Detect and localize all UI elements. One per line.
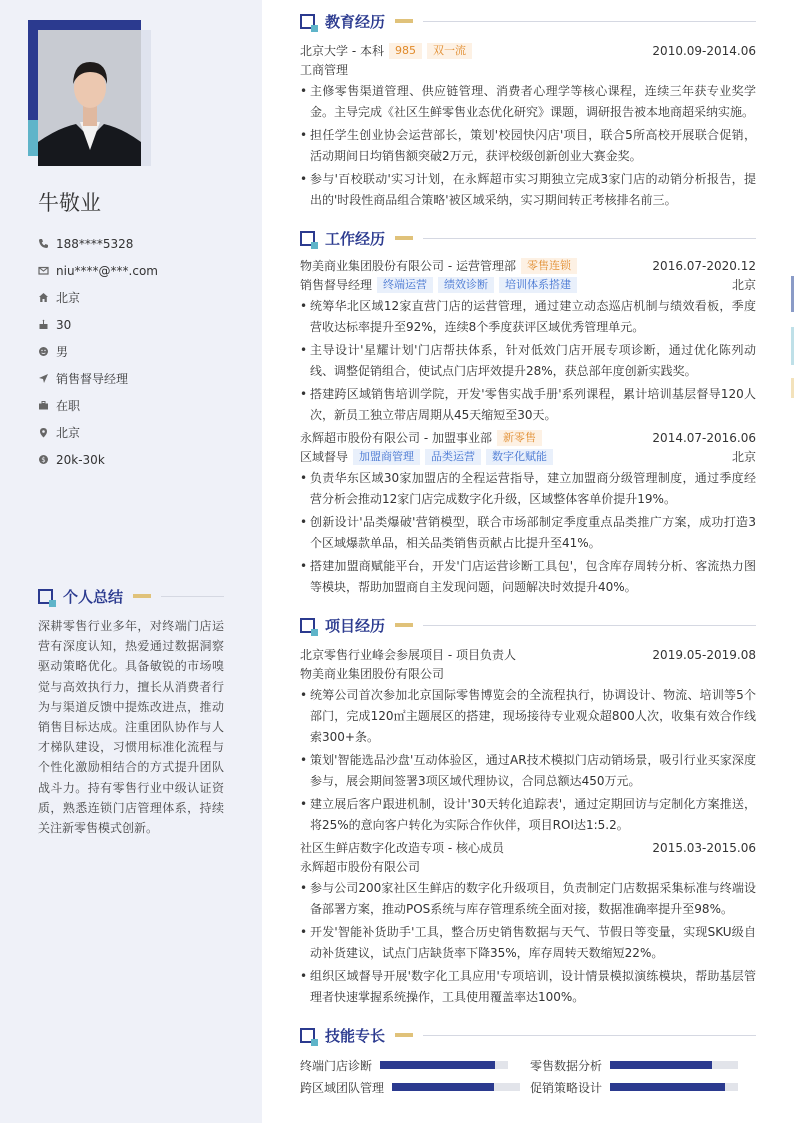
list-item: • 参与'百校联动'实习计划，在永辉超市实习期独立完成3家门店的动销分析报告，提出的'时段性商品组合策略'被区域采纳，实习期间转正考核排名前三。 [300, 169, 756, 211]
school-tag: 985 [389, 43, 422, 59]
section-title: 技能专长 [325, 1026, 386, 1045]
job-header [300, 428, 756, 447]
info-home [38, 284, 158, 311]
list-item: • 策划'智能选品沙盘'互动体验区，通过AR技术模拟门店动销场景，吸引行业买家深度参与，展会期间签署3项区域代理协议，合同总额达450万元。 [300, 750, 756, 792]
info-text: niu****@***.com [56, 263, 158, 278]
section-title: 教育经历 [325, 12, 386, 31]
list-item: • 组织区域督导开展'数字化工具应用'专项培训，设计情景模拟演练模块，帮助基层管理者快速掌握系统操作，工具使用覆盖率达100%。 [300, 966, 756, 1008]
avatar [38, 30, 141, 166]
work-section [300, 227, 756, 598]
section-accent-bar [395, 236, 413, 240]
info-salary [38, 446, 158, 473]
salary-icon [38, 454, 49, 465]
education-date: 2010.09-2014.06 [652, 43, 756, 58]
list-item: • 搭建加盟商赋能平台，开发'门店运营诊断工具包'，包含库存周转分析、客流热力图等模块，帮助加盟商自主发现问题，问题解决时效提升40%。 [300, 556, 756, 598]
summary-section [38, 585, 224, 838]
list-item: • 开发'智能补货助手'工具，整合历史销售数据与天气、节假日等变量，实现SKU级自动补货建议，试点门店缺货率下降35%，库存周转天数缩短22%。 [300, 922, 756, 964]
section-title: 工作经历 [325, 229, 386, 248]
job-position: 销售督导经理 [300, 278, 373, 292]
list-item: • 统筹公司首次参加北京国际零售博览会的全流程执行，协调设计、物流、培训等5个部门，完成120㎡主题展区的搭建，现场接待专业观众超800人次，收集有效合作线索300+条。 [300, 685, 756, 748]
job-city: 北京 [731, 278, 756, 292]
major: 工商管理 [300, 63, 349, 77]
major-row [300, 60, 756, 79]
project-org: 永辉超市股份有限公司 [300, 860, 421, 874]
sidebar [0, 0, 262, 1123]
section-title: 项目经历 [325, 616, 386, 635]
project-name: 北京零售行业峰会参展项目 - 项目负责人 [300, 648, 516, 662]
company-name: 永辉超市股份有限公司 - 加盟事业部 [300, 431, 492, 445]
send-icon [38, 373, 49, 384]
location-icon [38, 427, 49, 438]
job-city: 北京 [731, 450, 756, 464]
info-email [38, 257, 158, 284]
section-square-icon [300, 1028, 315, 1043]
info-phone [38, 230, 158, 257]
list-item: • 主修零售渠道管理、供应链管理、消费者心理学等核心课程，连续三年获专业奖学金。主导完成《社区生鲜零售业态优化研究》课题，调研报告被本地商超采纳实施。 [300, 81, 756, 123]
section-accent-bar [133, 594, 151, 598]
skills-section [300, 1024, 756, 1096]
info-age [38, 311, 158, 338]
skill-item [530, 1056, 756, 1074]
education-section [300, 10, 756, 211]
project-header [300, 838, 756, 857]
list-item: • 担任学生创业协会运营部长，策划'校园快闪店'项目，联合5所高校开展联合促销，活动期间日均销售额突破2万元，获评校级创新创业大赛金奖。 [300, 125, 756, 167]
project-bullets [300, 685, 756, 836]
project-bullets [300, 878, 756, 1008]
main-content [300, 10, 756, 1096]
project-header [300, 645, 756, 664]
skill-tag: 绩效诊断 [438, 277, 494, 293]
section-divider [423, 21, 756, 22]
skills-grid [300, 1056, 756, 1096]
skill-label: 促销策略设计 [530, 1080, 603, 1095]
skill-tag: 品类运营 [425, 449, 481, 465]
project-name: 社区生鲜店数字化改造专项 - 核心成员 [300, 841, 504, 855]
info-status [38, 392, 158, 419]
project-entry [300, 645, 756, 836]
job-position: 区域督导 [300, 450, 349, 464]
section-header [300, 614, 756, 636]
mail-icon [38, 265, 49, 276]
skill-tag: 数字化赋能 [486, 449, 553, 465]
school-tag: 双一流 [427, 43, 472, 59]
section-square-icon [300, 618, 315, 633]
info-text: 男 [56, 345, 69, 359]
skill-level-fill [610, 1083, 725, 1091]
section-accent-bar [395, 623, 413, 627]
section-divider [423, 238, 756, 239]
skill-level-track [380, 1061, 508, 1069]
info-location [38, 419, 158, 446]
skill-level-track [610, 1061, 738, 1069]
info-text: 销售督导经理 [56, 372, 129, 386]
skill-item [300, 1056, 530, 1074]
section-square-icon [300, 231, 315, 246]
cake-icon [38, 319, 49, 330]
briefcase-icon [38, 400, 49, 411]
industry-tag: 零售连锁 [521, 258, 577, 274]
info-position [38, 365, 158, 392]
phone-icon [38, 238, 49, 249]
section-square-icon [38, 589, 53, 604]
education-row [300, 41, 756, 60]
company-name: 物美商业集团股份有限公司 - 运营管理部 [300, 259, 516, 273]
skill-level-fill [380, 1061, 495, 1069]
job-position-row [300, 447, 756, 466]
job-bullets [300, 468, 756, 598]
home-icon [38, 292, 49, 303]
info-gender [38, 338, 158, 365]
skill-label: 终端门店诊断 [300, 1058, 373, 1073]
skill-tag: 培训体系搭建 [499, 277, 577, 293]
job-position-row [300, 275, 756, 294]
section-divider [161, 596, 224, 597]
info-text: 在职 [56, 399, 81, 413]
photo-shadow [141, 30, 151, 166]
skill-label: 跨区域团队管理 [300, 1080, 385, 1095]
section-square-icon [300, 14, 315, 29]
svg-text:$: $ [41, 456, 46, 464]
job-header [300, 256, 756, 275]
project-date: 2015.03-2015.06 [652, 840, 756, 855]
section-accent-bar [395, 1033, 413, 1037]
section-title: 个人总结 [63, 587, 124, 606]
candidate-name: 牛敬业 [38, 191, 101, 215]
skill-item [300, 1078, 530, 1096]
list-item: • 参与公司200家社区生鲜店的数字化升级项目，负责制定门店数据采集标准与终端设备部署方案，推动POS系统与库存管理系统全面对接，数据准确率提升至98%。 [300, 878, 756, 920]
list-item: • 搭建跨区域销售培训学院，开发'零售实战手册'系列课程，累计培训基层督导120人次，新员工独立带店周期从45天缩短至30天。 [300, 384, 756, 426]
skill-tag: 加盟商管理 [353, 449, 420, 465]
job-date: 2016.07-2020.12 [652, 258, 756, 273]
skill-level-fill [392, 1083, 494, 1091]
info-text: 北京 [56, 291, 81, 305]
section-divider [423, 625, 756, 626]
project-org: 物美商业集团股份有限公司 [300, 667, 445, 681]
skill-level-fill [610, 1061, 712, 1069]
skill-tag: 终端运营 [377, 277, 433, 293]
list-item: • 建立展后客户跟进机制，设计'30天转化追踪表'，通过定期回访与定制化方案推送，将25%的意向客户转化为实际合作伙伴，项目ROI达1:5.2。 [300, 794, 756, 836]
school-name: 北京大学 - 本科 [300, 44, 384, 58]
project-org-row [300, 664, 756, 683]
project-entry [300, 838, 756, 1008]
avatar-portrait-icon [38, 30, 141, 166]
project-date: 2019.05-2019.08 [652, 647, 756, 662]
face-icon [38, 346, 49, 357]
section-divider [423, 1035, 756, 1036]
summary-text: 深耕零售行业多年，对终端门店运营有深度认知，热爱通过数据洞察驱动策略优化。具备敏锐的市场嗅觉与高效执行力，擅长从消费者行为与渠道反馈中提炼改进点，推动销售目标达成。注重团队协作与人才梯队建设，习惯用标准化流程与个性化激励相结合的方式提升团队战斗力。持有零售行业中级认证资质，熟悉连锁门店管理体系，持续关注新零售模式创新。 [38, 619, 224, 836]
skill-level-track [610, 1083, 738, 1091]
job-date: 2014.07-2016.06 [652, 430, 756, 445]
info-text: 30 [56, 317, 72, 332]
skill-label: 零售数据分析 [530, 1058, 603, 1073]
list-item: • 主导设计'星耀计划'门店帮扶体系，针对低效门店开展专项诊断，通过优化陈列动线、调整促销组合，使试点门店坪效提升28%，获总部年度创新实践奖。 [300, 340, 756, 382]
contact-info-list [38, 230, 158, 473]
project-org-row [300, 857, 756, 876]
education-bullets [300, 81, 756, 211]
section-accent-bar [395, 19, 413, 23]
industry-tag: 新零售 [497, 430, 542, 446]
list-item: • 创新设计'品类爆破'营销模型，联合市场部制定季度重点品类推广方案，成功打造3个区域爆款单品，相关品类销售贡献占比提升至41%。 [300, 512, 756, 554]
job-bullets [300, 296, 756, 426]
skill-item [530, 1078, 756, 1096]
list-item: • 统筹华北区域12家直营门店的运营管理，通过建立动态巡店机制与绩效看板，季度营收达标率提升至92%，连续8个季度获评区域优秀管理单元。 [300, 296, 756, 338]
job-entry [300, 256, 756, 426]
section-header [300, 227, 756, 249]
section-header [300, 1024, 756, 1046]
projects-section [300, 614, 756, 1008]
list-item: • 负责华东区域30家加盟店的全程运营指导，建立加盟商分级管理制度，通过季度经营分析会推动12家门店完成数字化升级，区域整体客单价提升19%。 [300, 468, 756, 510]
info-text: 20k-30k [56, 452, 105, 467]
section-header [38, 585, 224, 607]
skill-level-track [392, 1083, 520, 1091]
info-text: 北京 [56, 426, 81, 440]
section-header [300, 10, 756, 32]
info-text: 188****5328 [56, 236, 134, 251]
job-entry [300, 428, 756, 598]
